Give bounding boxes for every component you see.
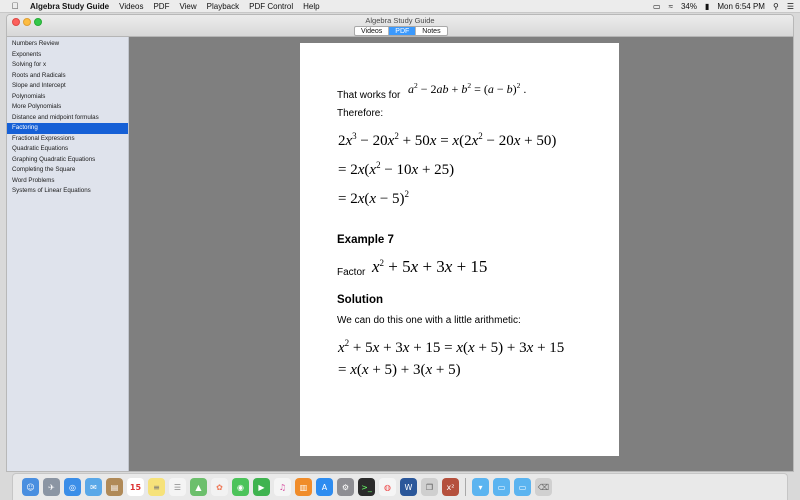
app-menu[interactable]: Algebra Study Guide	[30, 1, 110, 11]
sidebar-item-roots-and-radicals[interactable]: Roots and Radicals	[12, 71, 66, 79]
text-factor: Factor	[337, 267, 366, 278]
app-window	[6, 14, 794, 472]
safari-icon[interactable]: ◎	[64, 478, 81, 496]
equation-line-2: = $2x(x^2 - 10x + 25)$	[338, 160, 455, 178]
reminders-icon[interactable]: ☰	[169, 478, 186, 496]
battery-percent[interactable]: 34%	[680, 2, 697, 11]
factor-expression: $x^2 + 5x + 3x + 15$	[372, 257, 488, 276]
airplay-icon[interactable]: ▭	[653, 2, 661, 11]
menu-help[interactable]: Help	[303, 1, 320, 11]
clock[interactable]: Mon 6:54 PM	[717, 2, 765, 11]
equation-line-1: $2x^3 - 20x^2 + 50x = x(2x^2 - 20x + 50)$	[338, 131, 557, 149]
window-title: Algebra Study Guide	[365, 16, 435, 25]
calendar-icon[interactable]: 15	[127, 478, 144, 496]
launchpad-icon[interactable]: ✈	[43, 478, 60, 496]
word-icon[interactable]: W	[400, 478, 417, 496]
sidebar-item-factoring[interactable]: Factoring	[7, 123, 128, 134]
trash-icon[interactable]: ⌫	[535, 478, 552, 496]
sidebar-item-fractional-expressions[interactable]: Fractional Expressions	[12, 134, 75, 142]
menu-pdf-control[interactable]: PDF Control	[249, 1, 294, 11]
equation-line-3: = $2x(x - 5)^2$	[338, 189, 410, 207]
finder-icon[interactable]: ☺	[22, 478, 39, 496]
apple-menu-icon[interactable]	[8, 1, 22, 11]
ibooks-icon[interactable]: ▥	[295, 478, 312, 496]
pdf-page	[300, 43, 619, 456]
view-tabs	[354, 26, 448, 36]
sidebar-item-slope-and-intercept[interactable]: Slope and Intercept	[12, 82, 66, 89]
sidebar-item-word-problems[interactable]: Word Problems	[12, 176, 55, 184]
wifi-icon[interactable]: ≈	[668, 2, 673, 11]
tab-videos[interactable]: Videos	[355, 27, 389, 35]
mail-icon[interactable]: ✉	[85, 478, 102, 496]
sidebar-item-completing-square[interactable]: Completing the Square	[12, 166, 76, 173]
notification-center-icon[interactable]: ☰	[786, 2, 794, 11]
algebra-app-icon[interactable]: x²	[442, 478, 459, 496]
chapter-sidebar	[7, 37, 129, 471]
notes-icon[interactable]: ≡	[148, 478, 165, 496]
system-preferences-icon[interactable]: ⚙	[337, 478, 354, 496]
content-area	[7, 37, 793, 471]
downloads-folder-icon[interactable]: ▾	[472, 478, 489, 496]
photos-icon[interactable]: ✿	[211, 478, 228, 496]
app-store-icon[interactable]: A	[316, 478, 333, 496]
chrome-icon[interactable]: ◍	[379, 478, 396, 496]
pdf-viewer[interactable]	[129, 37, 793, 471]
tab-notes[interactable]: Notes	[422, 28, 441, 35]
sidebar-item-quadratic-equations[interactable]: Quadratic Equations	[12, 145, 69, 152]
dock	[12, 473, 788, 500]
maps-icon[interactable]: ▲	[190, 478, 207, 496]
menu-bar	[0, 0, 800, 13]
example-heading: Example 7	[337, 234, 394, 246]
menu-playback[interactable]: Playback	[206, 1, 240, 11]
solution-line-1: $x^2 + 5x + 3x + 15 = x(x + 5) + 3x + 15$	[338, 338, 565, 356]
solution-heading: Solution	[337, 294, 383, 306]
documents-folder-icon[interactable]: ▭	[493, 478, 510, 496]
battery-icon[interactable]: ▮	[704, 2, 710, 11]
status-area	[653, 0, 794, 13]
preview-icon[interactable]: ❐	[421, 478, 438, 496]
sidebar-item-polynomials[interactable]: Polynomials	[12, 92, 46, 100]
sidebar-item-graphing-quadratic[interactable]: Graphing Quadratic Equations	[12, 155, 96, 163]
terminal-icon[interactable]: >_	[358, 478, 375, 496]
identity-equation: $a^2 - 2ab + b^2 = (a - b)^2$ .	[408, 81, 527, 96]
sidebar-item-solving-for-x[interactable]: Solving for x	[12, 61, 47, 68]
messages-icon[interactable]: ◉	[232, 478, 249, 496]
spotlight-icon[interactable]: ⚲	[772, 2, 779, 11]
text-that-works-for: That works for	[337, 90, 401, 101]
itunes-icon[interactable]: ♫	[274, 478, 291, 496]
sidebar-item-exponents[interactable]: Exponents	[12, 50, 42, 58]
menu-view[interactable]: View	[179, 1, 197, 11]
contacts-icon[interactable]: ▤	[106, 478, 123, 496]
sidebar-item-distance-midpoint[interactable]: Distance and midpoint formulas	[12, 113, 99, 121]
sidebar-item-numbers-review[interactable]: Numbers Review	[12, 40, 60, 47]
folder-icon[interactable]: ▭	[514, 478, 531, 496]
tab-pdf[interactable]: PDF	[389, 27, 416, 35]
dock-separator	[465, 478, 466, 496]
menu-videos[interactable]: Videos	[119, 1, 144, 11]
menu-pdf[interactable]: PDF	[153, 1, 170, 11]
solution-line-2: = x(x + 5) + 3(x + 5)	[338, 362, 461, 378]
title-bar	[7, 15, 793, 37]
sidebar-item-more-polynomials[interactable]: More Polynomials	[12, 103, 62, 110]
facetime-icon[interactable]: ▶	[253, 478, 270, 496]
sidebar-item-systems-linear[interactable]: Systems of Linear Equations	[12, 187, 91, 194]
text-therefore: Therefore:	[337, 108, 384, 119]
solution-text: We can do this one with a little arithmetic:	[337, 315, 521, 326]
